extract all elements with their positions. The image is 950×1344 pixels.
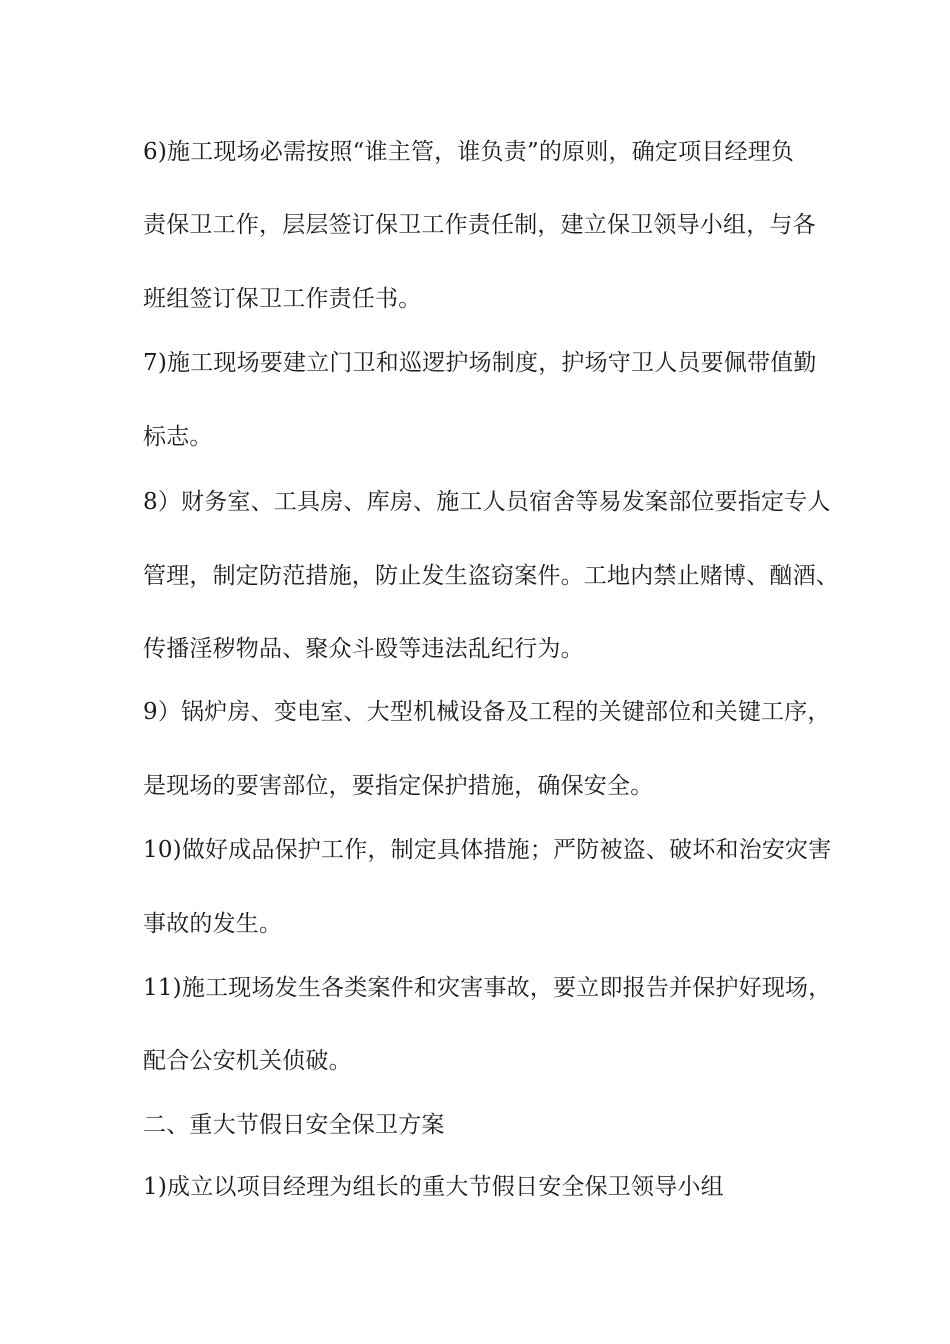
item-7-line-1: 7)施工现场要建立门卫和巡逻护场制度，护场守卫人员要佩带值勤 bbox=[143, 350, 817, 376]
item-9-line-2: 是现场的要害部位，要指定保护措施，确保安全。 bbox=[143, 773, 654, 799]
section-item-1: 1)成立以项目经理为组长的重大节假日安全保卫领导小组 bbox=[143, 1174, 724, 1200]
item-7-line-2: 标志。 bbox=[143, 424, 213, 450]
item-10-line-2: 事故的发生。 bbox=[143, 911, 283, 937]
item-6-line-2: 责保卫工作，层层签订保卫工作责任制，建立保卫领导小组，与各 bbox=[143, 212, 816, 238]
item-8-line-2: 管理，制定防范措施，防止发生盗窃案件。工地内禁止赌博、酗酒、 bbox=[143, 563, 839, 589]
item-6-line-1: 6)施工现场必需按照“谁主管，谁负责”的原则，确定项目经理负 bbox=[143, 139, 795, 165]
item-6-line-3: 班组签订保卫工作责任书。 bbox=[143, 286, 422, 312]
section-heading: 二、重大节假日安全保卫方案 bbox=[143, 1112, 445, 1138]
item-9-line-1: 9）锅炉房、变电室、大型机械设备及工程的关键部位和关键工序， bbox=[143, 699, 831, 725]
item-10-line-1: 10)做好成品保护工作，制定具体措施；严防被盗、破坏和治安灾害 bbox=[143, 837, 832, 863]
item-8-line-1: 8）财务室、工具房、库房、施工人员宿舍等易发案部位要指定专人 bbox=[143, 489, 831, 515]
item-8-line-3: 传播淫秽物品、聚众斗殴等违法乱纪行为。 bbox=[143, 636, 584, 662]
item-11-line-2: 配合公安机关侦破。 bbox=[143, 1048, 352, 1074]
item-11-line-1: 11)施工现场发生各类案件和灾害事故，要立即报告并保护好现场， bbox=[143, 975, 832, 1001]
